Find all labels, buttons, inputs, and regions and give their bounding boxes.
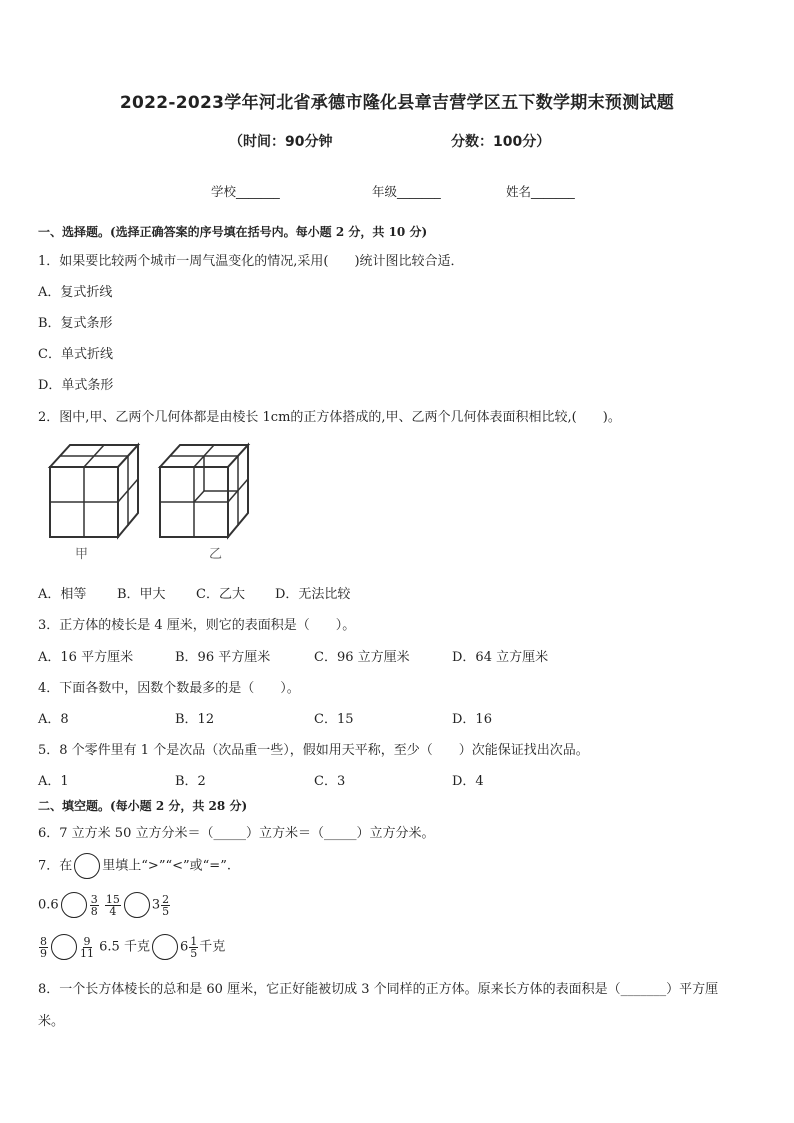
question-7 [38,853,231,879]
q7-r2-kg1: 6.5 千克 [99,939,150,955]
exam-time: （时间：90分钟 [229,134,333,150]
q7-row-1 [38,892,171,918]
q7-row-2 [38,934,225,960]
q4-option-a[interactable]: A．8 [38,712,69,727]
compare-circle-icon [74,853,100,879]
q1-option-d[interactable]: D．单式条形 [38,378,114,393]
q3-option-b[interactable]: B．96 平方厘米 [175,650,271,665]
figure-yi-label: 乙 [209,547,223,562]
question-8-line2: 米。 [38,1014,65,1029]
q2-option-c[interactable]: C．乙大 [196,587,245,602]
q7-suffix: 里填上“>”“<”或“=”. [102,858,231,874]
q1-option-c[interactable]: C．单式折线 [38,347,113,362]
question-5: 5．8 个零件里有 1 个是次品（次品重一些），假如用天平称，至少（ ）次能保证找出次品。 [38,743,589,758]
answer-circle[interactable] [124,892,150,918]
figure-jia-cube [38,437,142,565]
q3-option-d[interactable]: D．64 立方厘米 [452,650,549,665]
q2-option-b[interactable]: B．甲大 [117,587,166,602]
q4-option-b[interactable]: B．12 [175,712,215,727]
question-3: 3．正方体的棱长是 4 厘米，则它的表面积是（ ）。 [38,618,356,633]
q5-option-c[interactable]: C．3 [314,774,346,789]
figure-jia-label: 甲 [75,547,89,562]
grade-field[interactable]: 年级_______ [372,184,441,199]
answer-circle[interactable] [152,934,178,960]
question-8-line1: 8．一个长方体棱长的总和是 60 厘米，它正好能被切成 3 个同样的正方体。原来长方体的表面积是（_______）平方厘 [38,982,719,997]
section2-heading: 二、填空题。(每小题 2 分，共 28 分) [38,799,248,813]
q7-r2-frac1: $\frac{8}{9}$ [40,934,47,960]
q7-prefix: 7．在 [38,858,73,874]
answer-circle[interactable] [61,892,87,918]
q3-option-c[interactable]: C．96 立方厘米 [314,650,410,665]
name-field[interactable]: 姓名_______ [506,184,575,199]
q5-option-d[interactable]: D．4 [452,774,484,789]
q4-option-c[interactable]: C．15 [314,712,354,727]
exam-score: 分数：100分） [451,134,551,150]
q1-option-a[interactable]: A．复式折线 [38,285,113,300]
q7-r2-frac2: $\frac{9}{11}$ [80,934,94,960]
figure-yi-cube [150,437,254,565]
question-4: 4．下面各数中，因数个数最多的是（ ）。 [38,681,300,696]
q7-r1-frac2: $\frac{15}{4}$ [105,892,120,918]
q2-option-a[interactable]: A．相等 [38,587,87,602]
page-title: 2022-2023学年河北省承德市隆化县章吉营学区五下数学期末预测试题 [119,93,675,113]
q5-option-a[interactable]: A．1 [38,774,69,789]
answer-circle[interactable] [51,934,77,960]
school-field[interactable]: 学校_______ [211,184,280,199]
q7-r1-frac1: $\frac{3}{8}$ [90,892,98,918]
question-6: 6．7 立方米 50 立方分米＝（_____）立方米＝（_____）立方分米。 [38,826,435,841]
q7-r1-decimal: 0.6 [38,897,59,913]
q3-option-a[interactable]: A．16 平方厘米 [38,650,134,665]
q7-r1-mixed-frac: $\frac{2}{5}$ [162,892,170,918]
q7-r2-kg2: 千克 [199,939,226,955]
q5-option-b[interactable]: B．2 [175,774,206,789]
q1-option-b[interactable]: B．复式条形 [38,316,113,331]
q7-r1-mixed-whole: 3 [151,897,161,913]
q2-option-d[interactable]: D．无法比较 [275,587,351,602]
q7-r2-mixed-whole: 6 [179,939,189,955]
section1-heading: 一、选择题。(选择正确答案的序号填在括号内。每小题 2 分，共 10 分) [38,225,428,239]
question-2: 2．图中,甲、乙两个几何体都是由棱长 1cm的正方体搭成的,甲、乙两个几何体表面积相比较,( )。 [38,410,621,425]
q4-option-d[interactable]: D．16 [452,712,492,727]
q7-r2-mixed-frac: $\frac{1}{5}$ [190,934,198,960]
question-1: 1．如果要比较两个城市一周气温变化的情况,采用( )统计图比较合适． [38,254,464,269]
